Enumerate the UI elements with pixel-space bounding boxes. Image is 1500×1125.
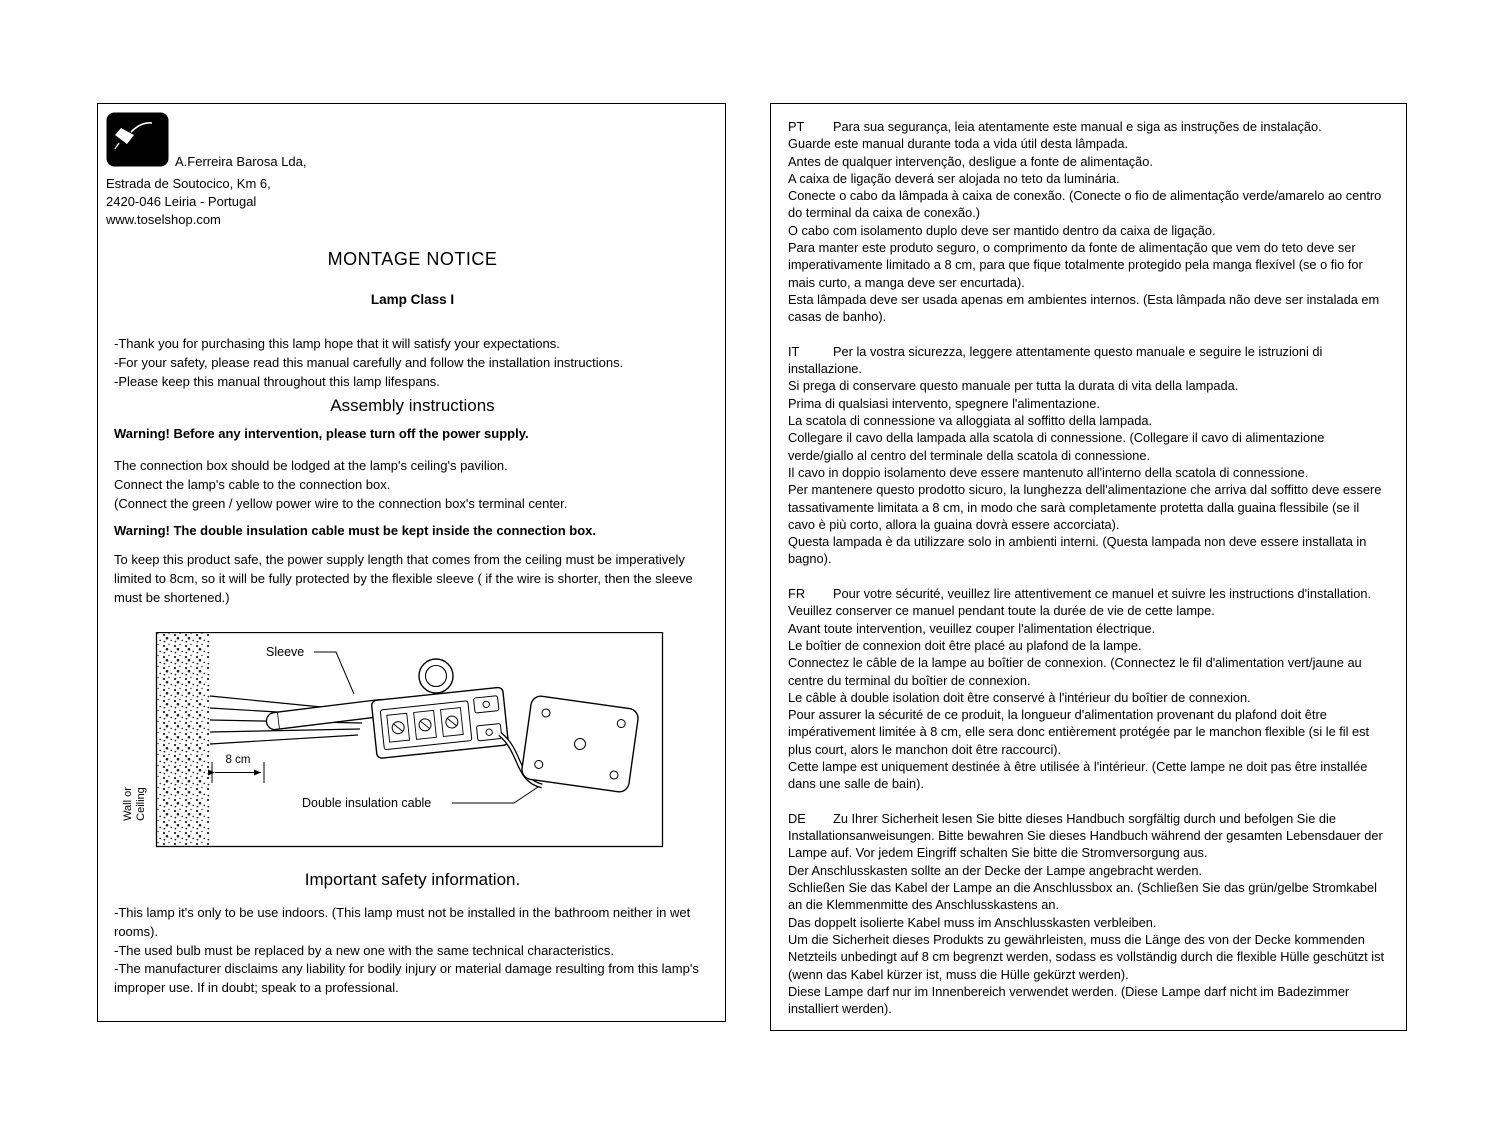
- text-line: The connection box should be lodged at the lamp's ceiling's pavilion.: [114, 458, 508, 473]
- language-code-it: IT: [788, 343, 800, 359]
- installation-diagram-image: [118, 632, 664, 848]
- company-address: [106, 175, 271, 229]
- text-line: Para manter este produto seguro, o comprimento da fonte de alimentação que vem do teto deve ser imperativamente limitado a 8 cm, para que fique totalmente protegido pela manga flexível (se o fio for mais curto, a manga deve ser encurtada).: [788, 240, 1363, 290]
- text-line: Si prega di conservare questo manuale per tutta la durata di vita della lampada.: [788, 378, 1239, 394]
- safety-information-list: [114, 904, 711, 998]
- text-line: -Thank you for purchasing this lamp hope that it will satisfy your expectations.: [114, 336, 560, 351]
- language-section-fr: [788, 585, 1389, 793]
- text-line: -The used bulb must be replaced by a new one with the same technical characteristics.: [114, 942, 615, 958]
- text-line: [788, 343, 1389, 378]
- language-section-pt: [788, 118, 1389, 326]
- text-line: [788, 810, 1389, 862]
- section-first-line: Pour votre sécurité, veuillez lire attentivement ce manuel et suivre les instructions d'installation. Veuillez conserver ce manuel pendant toute la durée de vie de cette lampe.: [788, 586, 1372, 619]
- connection-box-cover: [521, 695, 640, 793]
- text-line: Connectez le câble de la lampe au boîtier de connexion. (Connectez le fil d'alimentation vert/jaune au centre du terminal du boîtier de connexion.: [788, 655, 1362, 688]
- cable-clamp-ring: [419, 659, 453, 693]
- text-line: Schließen Sie das Kabel der Lampe an die Anschlussbox an. (Schließen Sie das grün/gelbe Stromkabel an die Klemmenmitte des Anschlusskastens an.: [788, 880, 1378, 913]
- text-line: Guarde este manual durante toda a vida útil desta lâmpada.: [788, 136, 1129, 152]
- sleeve-length-paragraph: To keep this product safe, the power supply length that comes from the ceiling must be imperatively limited to 8cm, so it will be fully protected by the flexible sleeve ( if the wire is shorter, then the sleeve must be shortened.): [114, 552, 693, 605]
- section-body: [788, 377, 1389, 567]
- section-body: [788, 862, 1389, 1018]
- intro-paragraph: [114, 335, 711, 391]
- text-line: Avant toute intervention, veuillez couper l'alimentation électrique.: [788, 620, 1156, 636]
- text-line: (Connect the green / yellow power wire to the connection box's terminal center.: [114, 495, 568, 511]
- document-title: MONTAGE NOTICE: [327, 249, 498, 269]
- text-line: -Please keep this manual throughout this lamp lifespans.: [114, 373, 440, 389]
- wall-cross-section: [158, 633, 210, 846]
- text-line: Le câble à double isolation doit être conservé à l'intérieur du boîtier de connexion.: [788, 689, 1251, 705]
- text-line: Das doppelt isolierte Kabel muss im Anschlusskasten verbleiben.: [788, 914, 1157, 930]
- text-line: [788, 585, 1389, 620]
- text-line: Il cavo in doppio isolamento deve essere mantenuto all'interno della scatola di connessione.: [788, 464, 1309, 480]
- text-line: Esta lâmpada deve ser usada apenas em ambientes internos. (Esta lâmpada não deve ser instalada em casas de banho).: [788, 291, 1380, 325]
- svg-text:Ceiling: Ceiling: [135, 787, 147, 821]
- text-line: Antes de qualquer intervenção, desligue a fonte de alimentação.: [788, 153, 1153, 169]
- language-section-de: [788, 810, 1389, 1018]
- address-line: Estrada de Soutocico, Km 6,: [106, 176, 271, 191]
- company-name: A.Ferreira Barosa Lda,: [175, 154, 307, 169]
- language-section-it: [788, 343, 1389, 568]
- text-line: Conecte o cabo da lâmpada à caixa de conexão. (Conecte o fio de alimentação verde/amarelo ao centro do terminal da caixa de conexão.): [788, 188, 1382, 221]
- montage-notice-panel: [97, 103, 726, 1022]
- text-line: -For your safety, please read this manual carefully and follow the installation instructions.: [114, 354, 624, 370]
- text-line: [788, 118, 1389, 135]
- text-line: Collegare il cavo della lampada alla scatola di connessione. (Collegare il cavo di alimentazione verde/giallo al centro del terminale della scatola di connessione.: [788, 430, 1325, 463]
- text-line: A caixa de ligação deverá ser alojada no teto da luminária.: [788, 170, 1120, 186]
- tosel-logo-image: [106, 112, 169, 167]
- section-first-line: Per la vostra sicurezza, leggere attentamente questo manuale e seguire le istruzioni di installazione.: [788, 343, 1323, 377]
- language-code-de: DE: [788, 810, 806, 826]
- section-body: [788, 620, 1389, 793]
- dimension-label: 8 cm: [225, 754, 251, 766]
- warning-power-supply: Warning! Before any intervention, please turn off the power supply.: [114, 426, 529, 441]
- text-line: Der Anschlusskasten sollte an der Decke der Lampe angebracht werden.: [788, 862, 1202, 878]
- double-insulation-cable-label: Double insulation cable: [302, 796, 432, 810]
- text-line: Connect the lamp's cable to the connection box.: [114, 476, 391, 492]
- svg-text:Wall or: Wall or: [122, 787, 134, 821]
- text-line: -This lamp it's only to be use indoors. (This lamp must not be installed in the bathroom neither in wet rooms).: [114, 905, 691, 939]
- website-url: www.toselshop.com: [106, 212, 221, 227]
- text-line: Prima di qualsiasi intervento, spegnere l'alimentazione.: [788, 395, 1100, 411]
- language-code-fr: FR: [788, 586, 806, 602]
- address-line: 2420-046 Leiria - Portugal: [106, 194, 257, 209]
- text-line: Le boîtier de connexion doit être placé au plafond de la lampe.: [788, 637, 1142, 653]
- section-first-line: Para sua segurança, leia atentamente este manual e siga as instruções de instalação.: [833, 119, 1322, 134]
- lamp-class-subtitle: Lamp Class I: [370, 292, 455, 307]
- text-line: Diese Lampe darf nur im Innenbereich verwendet werden. (Diese Lampe darf nicht im Badezimmer installiert werden).: [788, 983, 1350, 1017]
- assembly-instructions-heading: Assembly instructions: [330, 396, 495, 415]
- text-line: O cabo com isolamento duplo deve ser mantido dentro da caixa de ligação.: [788, 222, 1216, 238]
- section-body: [788, 135, 1389, 325]
- safety-information-heading: Important safety information.: [304, 870, 521, 889]
- text-line: Um die Sicherheit dieses Produkts zu gewährleisten, muss die Länge des von der Decke kommenden Netzteils unbedingt auf 8 cm begrenzt werden, sodass es vollständig durch die flexible Hülle geschützt ist (wenn das Kabel kürzer ist, muss die Hülle gekürzt werden).: [788, 931, 1385, 982]
- text-line: Per mantenere questo prodotto sicuro, la lunghezza dell'alimentazione che arriva dal soffitto deve essere tassativamente limitata a 8 cm, in modo che sarà completamente protetta dalla guaina flessibile (se il cavo è più corto, allora la guaina dovrà essere accorciata).: [788, 482, 1382, 532]
- text-line: Questa lampada è da utilizzare solo in ambienti interni. (Questa lampada non deve essere installata in bagno).: [788, 534, 1367, 567]
- language-code-pt: PT: [788, 119, 805, 134]
- section-first-line: Zu Ihrer Sicherheit lesen Sie bitte dieses Handbuch sorgfältig durch und befolgen Sie die Installationsanweisungen. Bitte bewahren Sie dieses Handbuch während der gesamten Lebensdauer der Lampe auf. Vor jedem Eingriff schalten Sie bitte die Stromversorgung aus.: [788, 810, 1383, 861]
- text-line: Pour assurer la sécurité de ce produit, la longueur d'alimentation provenant du plafond doit être impérativement limitée à 8 cm, elle sera donc entièrement protégée par le manchon flexible (si le fil est plus court, alors le manchon doit être raccourci).: [788, 707, 1370, 757]
- installation-diagram: [118, 632, 664, 848]
- text-line: Cette lampe est uniquement destinée à être utilisée à l'intérieur. (Cette lampe ne doit pas être installée dans une salle de bain).: [788, 758, 1368, 792]
- text-line: -The manufacturer disclaims any liability for bodily injury or material damage resulting from this lamp's improper use. If in doubt; speak to a professional.: [114, 961, 699, 996]
- wall-ceiling-label: [122, 787, 147, 821]
- text-line: La scatola di connessione va alloggiata al soffitto della lampada.: [788, 413, 1153, 429]
- assembly-steps: [114, 457, 711, 513]
- warning-insulation-cable: Warning! The double insulation cable must be kept inside the connection box.: [114, 523, 597, 538]
- tosel-logo: [106, 112, 169, 167]
- sleeve-label: Sleeve: [266, 645, 305, 659]
- translations-panel: [770, 103, 1407, 1031]
- logo-wordmark: Tosel: [114, 145, 160, 165]
